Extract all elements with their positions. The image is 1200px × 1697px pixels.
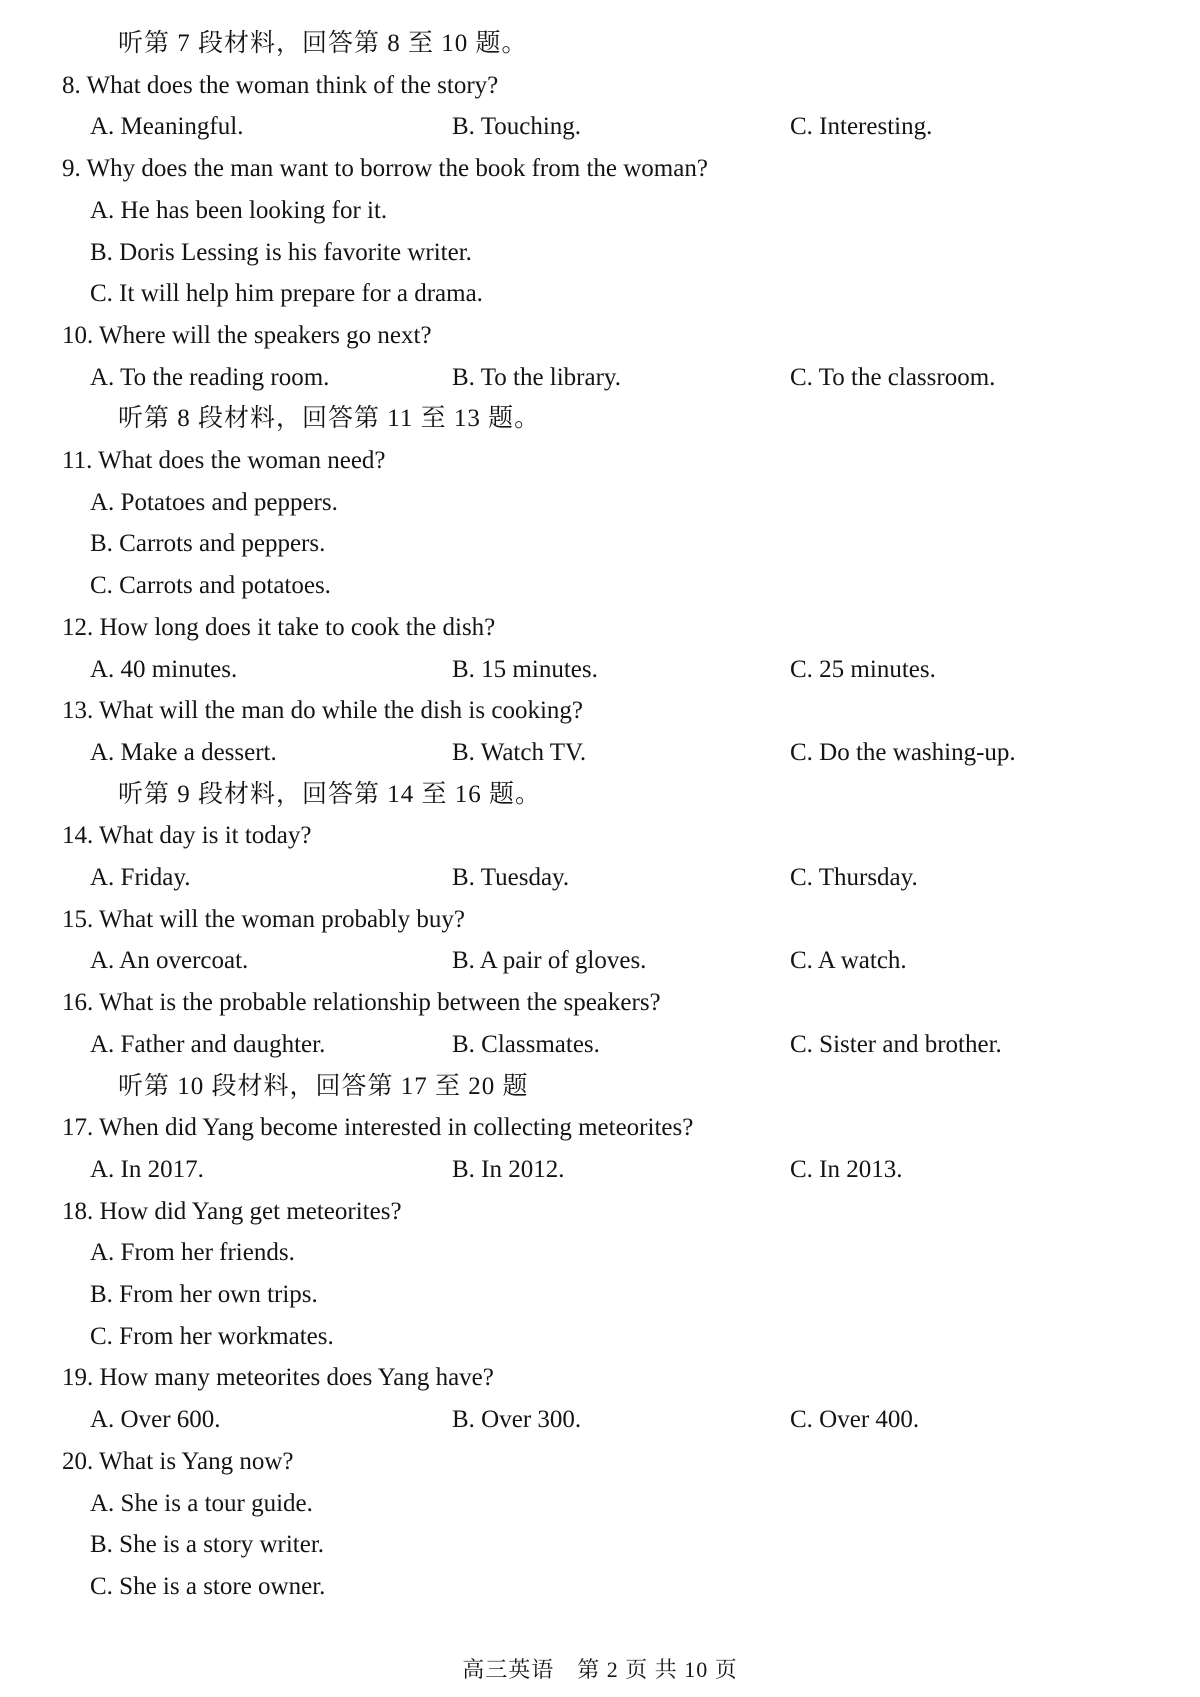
option-row: [0, 1319, 1200, 1355]
question-stem: 18. How did Yang get meteorites?: [62, 1197, 402, 1225]
answer-option: B. Touching.: [452, 113, 582, 141]
option-row: [0, 485, 1200, 521]
option-row: [0, 1527, 1200, 1563]
answer-option: B. Over 300.: [452, 1406, 582, 1434]
options-row: [0, 860, 1200, 896]
options-row: [0, 109, 1200, 145]
options-row: [0, 360, 1200, 396]
answer-option: B. Classmates.: [452, 1030, 600, 1058]
section-heading: 听第 7 段材料，回答第 8 至 10 题。: [118, 30, 528, 57]
answer-option: A. 40 minutes.: [90, 655, 238, 683]
answer-option: A. He has been looking for it.: [90, 196, 388, 224]
options-row: [0, 652, 1200, 688]
answer-option: B. From her own trips.: [90, 1281, 318, 1308]
answer-option: A. Over 600.: [90, 1406, 221, 1434]
options-row: [0, 943, 1200, 979]
answer-option: C. Do the washing-up.: [790, 738, 1016, 766]
answer-option: B. In 2012.: [452, 1155, 565, 1183]
options-row: [0, 1152, 1200, 1188]
question-stem: 13. What will the man do while the dish is cooking?: [62, 697, 583, 725]
option-row: [0, 568, 1200, 604]
answer-option: A. Meaningful.: [90, 113, 244, 141]
answer-option: A. She is a tour guide.: [90, 1489, 313, 1517]
section-heading: 听第 9 段材料，回答第 14 至 16 题。: [118, 780, 542, 808]
answer-option: C. Carrots and potatoes.: [90, 572, 331, 600]
options-row: [0, 735, 1200, 771]
answer-option: B. Tuesday.: [452, 864, 570, 891]
section-heading: 听第 8 段材料，回答第 11 至 13 题。: [118, 405, 541, 433]
question-stem: 16. What is the probable relationship between the speakers?: [62, 989, 661, 1017]
answer-option: B. Doris Lessing is his favorite writer.: [90, 238, 472, 266]
answer-option: C. From her workmates.: [90, 1322, 334, 1350]
question-stem: 17. When did Yang become interested in collecting meteorites?: [62, 1114, 694, 1142]
answer-option: A. Friday.: [90, 864, 191, 891]
options-row: [0, 1027, 1200, 1063]
answer-option: A. From her friends.: [90, 1239, 295, 1267]
answer-option: C. 25 minutes.: [790, 655, 936, 683]
question-stem: 8. What does the woman think of the story?: [62, 71, 499, 99]
answer-option: A. Father and daughter.: [90, 1030, 326, 1058]
option-row: [0, 193, 1200, 229]
answer-option: B. Watch TV.: [452, 738, 587, 766]
answer-option: C. She is a store owner.: [90, 1572, 326, 1600]
answer-option: C. Over 400.: [790, 1406, 920, 1434]
option-row: [0, 526, 1200, 562]
answer-option: A. To the reading room.: [90, 363, 330, 391]
question-stem: 14. What day is it today?: [62, 822, 312, 850]
question-stem: 10. Where will the speakers go next?: [62, 321, 432, 349]
option-row: [0, 1235, 1200, 1271]
question-stem: 19. How many meteorites does Yang have?: [62, 1364, 494, 1392]
answer-option: C. Thursday.: [790, 864, 918, 891]
answer-option: A. Make a dessert.: [90, 738, 277, 766]
question-stem: 9. Why does the man want to borrow the book from the woman?: [62, 155, 708, 183]
answer-option: C. It will help him prepare for a drama.: [90, 280, 483, 308]
option-row: [0, 1569, 1200, 1605]
answer-option: B. A pair of gloves.: [452, 947, 647, 975]
question-stem: 15. What will the woman probably buy?: [62, 905, 465, 933]
answer-option: A. An overcoat.: [90, 947, 249, 975]
answer-option: B. 15 minutes.: [452, 655, 598, 683]
option-row: [0, 1486, 1200, 1522]
options-row: [0, 1402, 1200, 1438]
question-stem: 11. What does the woman need?: [62, 447, 386, 474]
answer-option: C. To the classroom.: [790, 363, 996, 391]
option-row: [0, 235, 1200, 271]
answer-option: B. Carrots and peppers.: [90, 530, 326, 558]
answer-option: B. To the library.: [452, 363, 622, 391]
answer-option: A. Potatoes and peppers.: [90, 488, 338, 516]
page-footer: 高三英语 第 2 页 共 10 页: [462, 1657, 738, 1682]
option-row: [0, 276, 1200, 312]
answer-option: C. In 2013.: [790, 1155, 903, 1183]
answer-option: B. She is a story writer.: [90, 1531, 325, 1559]
answer-option: C. Interesting.: [790, 113, 933, 141]
answer-option: C. Sister and brother.: [790, 1030, 1002, 1058]
option-row: [0, 1277, 1200, 1313]
question-stem: 12. How long does it take to cook the dish?: [62, 613, 496, 641]
section-heading: 听第 10 段材料，回答第 17 至 20 题: [118, 1072, 529, 1100]
answer-option: A. In 2017.: [90, 1155, 204, 1183]
answer-option: C. A watch.: [790, 947, 907, 975]
question-stem: 20. What is Yang now?: [62, 1447, 294, 1475]
